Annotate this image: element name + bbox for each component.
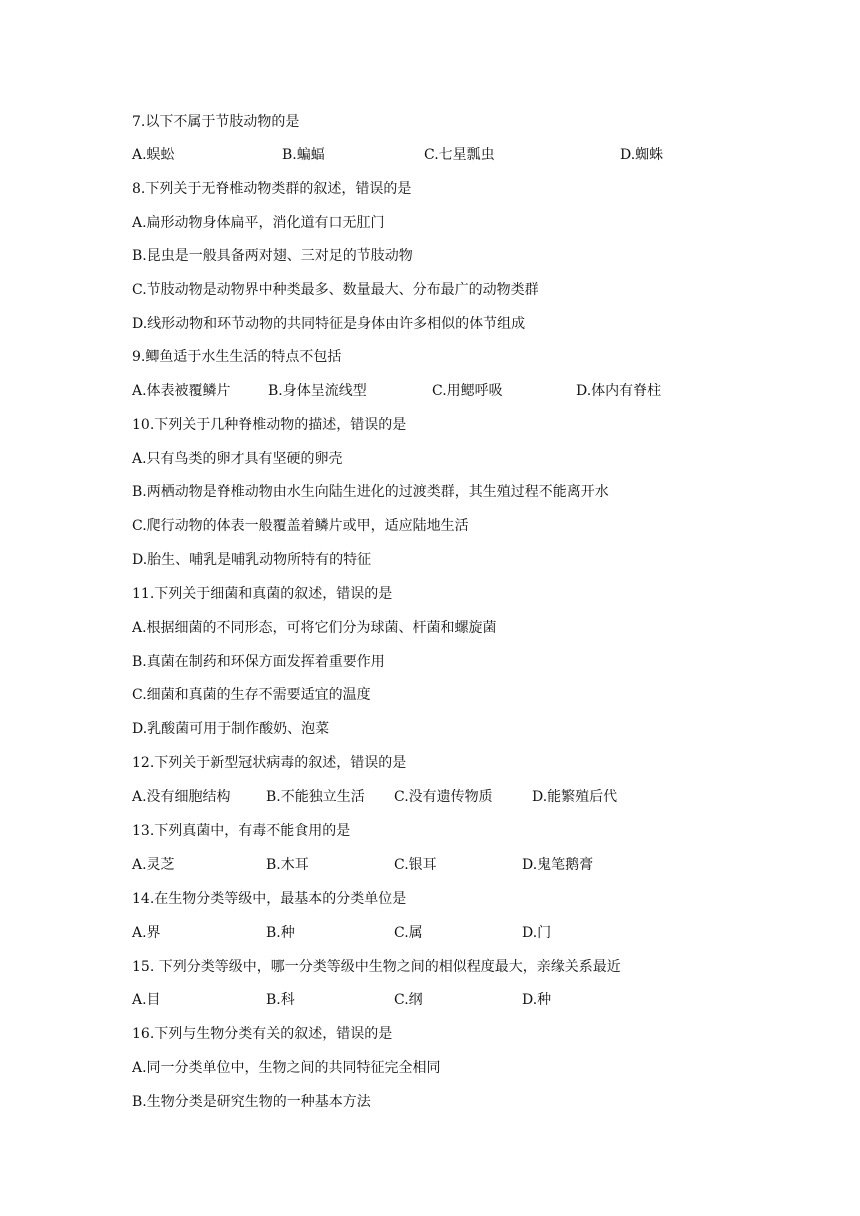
option-c: C.属 bbox=[394, 925, 423, 941]
option-a: A.蜈蚣 bbox=[132, 147, 175, 163]
option-b: B.昆虫是一般具备两对翅、三对足的节肢动物 bbox=[132, 248, 413, 264]
option-c: C.细菌和真菌的生存不需要适宜的温度 bbox=[132, 687, 371, 703]
question-stem: 9.鲫鱼适于水生生活的特点不包括 bbox=[132, 349, 342, 365]
option-c: C.银耳 bbox=[394, 857, 437, 873]
option-b: B.科 bbox=[266, 992, 295, 1008]
option-d: D.胎生、哺乳是哺乳动物所特有的特征 bbox=[132, 552, 372, 568]
option-d: D.种 bbox=[522, 992, 552, 1008]
option-a: A.扁形动物身体扁平，消化道有口无肛门 bbox=[132, 215, 385, 231]
option-b: B.种 bbox=[266, 925, 295, 941]
question-stem: 7.以下不属于节肢动物的是 bbox=[132, 114, 300, 130]
option-row bbox=[132, 144, 692, 166]
option-b: B.蝙蝠 bbox=[282, 147, 325, 163]
option-c: C.七星瓢虫 bbox=[424, 147, 495, 163]
option-c: C.纲 bbox=[394, 992, 423, 1008]
option-a: A.同一分类单位中，生物之间的共同特征完全相同 bbox=[132, 1060, 441, 1076]
option-b: B.两栖动物是脊椎动物由水生向陆生进化的过渡类群，其生殖过程不能离开水 bbox=[132, 484, 609, 500]
option-a: A.目 bbox=[132, 992, 161, 1008]
option-d: D.体内有脊柱 bbox=[576, 383, 662, 399]
option-c: C.节肢动物是动物界中种类最多、数量最大、分布最广的动物类群 bbox=[132, 282, 539, 298]
question-stem: 14.在生物分类等级中，最基本的分类单位是 bbox=[132, 891, 407, 907]
option-a: A.灵芝 bbox=[132, 857, 175, 873]
option-row bbox=[132, 922, 692, 944]
option-row bbox=[132, 854, 692, 876]
option-c: C.没有遗传物质 bbox=[394, 789, 493, 805]
option-row bbox=[132, 989, 692, 1011]
option-row bbox=[132, 786, 692, 808]
option-row bbox=[132, 380, 692, 402]
question-stem: 16.下列与生物分类有关的叙述，错误的是 bbox=[132, 1026, 393, 1042]
option-a: A.只有鸟类的卵才具有坚硬的卵壳 bbox=[132, 451, 343, 467]
option-d: D.鬼笔鹅膏 bbox=[522, 857, 594, 873]
question-stem: 11.下列关于细菌和真菌的叙述，错误的是 bbox=[132, 586, 393, 602]
option-d: D.门 bbox=[522, 925, 552, 941]
option-b: B.木耳 bbox=[266, 857, 309, 873]
option-a: A.体表被覆鳞片 bbox=[132, 383, 231, 399]
option-b: B.身体呈流线型 bbox=[268, 383, 367, 399]
option-b: B.生物分类是研究生物的一种基本方法 bbox=[132, 1094, 371, 1110]
question-stem: 8.下列关于无脊椎动物类群的叙述，错误的是 bbox=[132, 181, 412, 197]
option-d: D.能繁殖后代 bbox=[532, 789, 618, 805]
option-c: C.用鳃呼吸 bbox=[432, 383, 503, 399]
option-d: D.蜘蛛 bbox=[620, 147, 664, 163]
question-stem: 15. 下列分类等级中，哪一分类等级中生物之间的相似程度最大，亲缘关系最近 bbox=[132, 959, 621, 975]
option-a: A.界 bbox=[132, 925, 161, 941]
question-stem: 10.下列关于几种脊椎动物的描述，错误的是 bbox=[132, 417, 407, 433]
option-d: D.乳酸菌可用于制作酸奶、泡菜 bbox=[132, 721, 330, 737]
question-stem: 12.下列关于新型冠状病毒的叙述，错误的是 bbox=[132, 755, 407, 771]
option-a: A.根据细菌的不同形态，可将它们分为球菌、杆菌和螺旋菌 bbox=[132, 620, 497, 636]
option-b: B.真菌在制药和环保方面发挥着重要作用 bbox=[132, 654, 385, 670]
option-b: B.不能独立生活 bbox=[266, 789, 365, 805]
option-c: C.爬行动物的体表一般覆盖着鳞片或甲，适应陆地生活 bbox=[132, 518, 469, 534]
option-d: D.线形动物和环节动物的共同特征是身体由许多相似的体节组成 bbox=[132, 316, 526, 332]
option-a: A.没有细胞结构 bbox=[132, 789, 231, 805]
question-stem: 13.下列真菌中，有毒不能食用的是 bbox=[132, 823, 351, 839]
